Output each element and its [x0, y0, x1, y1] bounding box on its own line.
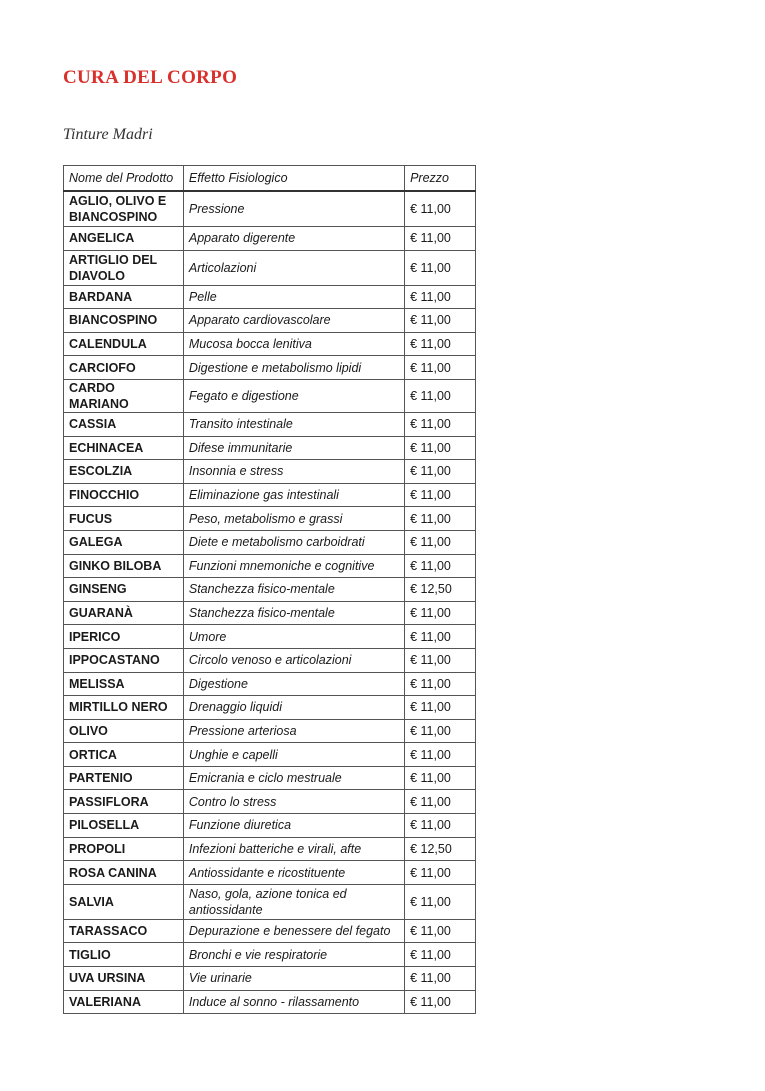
price-cell: € 11,00	[405, 332, 476, 356]
table-row	[64, 648, 476, 672]
table-row	[64, 554, 476, 578]
price-cell: € 11,00	[405, 814, 476, 838]
effect-cell: Diete e metabolismo carboidrati	[183, 530, 404, 554]
price-cell: € 11,00	[405, 719, 476, 743]
table-row	[64, 379, 476, 412]
price-cell: € 11,00	[405, 943, 476, 967]
effect-cell: Circolo venoso e articolazioni	[183, 648, 404, 672]
effect-cell: Vie urinarie	[183, 967, 404, 991]
effect-cell: Unghie e capelli	[183, 743, 404, 767]
effect-cell: Mucosa bocca lenitiva	[183, 332, 404, 356]
effect-cell: Funzione diuretica	[183, 814, 404, 838]
effect-cell: Pressione	[183, 191, 404, 227]
effect-cell: Umore	[183, 625, 404, 649]
product-name-cell: PILOSELLA	[64, 814, 184, 838]
price-cell: € 11,00	[405, 766, 476, 790]
table-header-row	[64, 166, 476, 192]
effect-cell: Eliminazione gas intestinali	[183, 483, 404, 507]
product-name-cell: BIANCOSPINO	[64, 309, 184, 333]
section-subtitle: Tinture Madri	[63, 126, 153, 143]
table-row	[64, 227, 476, 251]
header-product-name: Nome del Prodotto	[64, 166, 184, 192]
price-cell: € 11,00	[405, 356, 476, 380]
table-row	[64, 766, 476, 790]
product-name-cell: MIRTILLO NERO	[64, 696, 184, 720]
price-cell: € 11,00	[405, 530, 476, 554]
price-cell: € 12,50	[405, 578, 476, 602]
product-name-cell: GINKO BILOBA	[64, 554, 184, 578]
product-name-cell: CALENDULA	[64, 332, 184, 356]
price-cell: € 11,00	[405, 861, 476, 885]
effect-cell: Apparato cardiovascolare	[183, 309, 404, 333]
header-price: Prezzo	[405, 166, 476, 192]
price-cell: € 11,00	[405, 554, 476, 578]
price-cell: € 11,00	[405, 227, 476, 251]
product-name-cell: TARASSACO	[64, 919, 184, 943]
product-name-cell: AGLIO, OLIVO E BIANCOSPINO	[64, 191, 184, 227]
effect-cell: Stanchezza fisico-mentale	[183, 601, 404, 625]
table-row	[64, 861, 476, 885]
table-row	[64, 309, 476, 333]
effect-cell: Transito intestinale	[183, 412, 404, 436]
price-cell: € 11,00	[405, 460, 476, 484]
price-cell: € 11,00	[405, 601, 476, 625]
product-name-cell: PROPOLI	[64, 837, 184, 861]
effect-cell: Bronchi e vie respiratorie	[183, 943, 404, 967]
price-cell: € 11,00	[405, 696, 476, 720]
effect-cell: Digestione e metabolismo lipidi	[183, 356, 404, 380]
price-cell: € 11,00	[405, 648, 476, 672]
price-cell: € 11,00	[405, 250, 476, 285]
table-row	[64, 990, 476, 1014]
product-name-cell: PASSIFLORA	[64, 790, 184, 814]
effect-cell: Pressione arteriosa	[183, 719, 404, 743]
product-name-cell: SALVIA	[64, 884, 184, 919]
table-row	[64, 814, 476, 838]
product-name-cell: BARDANA	[64, 285, 184, 309]
effect-cell: Emicrania e ciclo mestruale	[183, 766, 404, 790]
price-cell: € 11,00	[405, 884, 476, 919]
effect-cell: Pelle	[183, 285, 404, 309]
table-row	[64, 578, 476, 602]
product-name-cell: IPPOCASTANO	[64, 648, 184, 672]
price-cell: € 11,00	[405, 743, 476, 767]
product-name-cell: ROSA CANINA	[64, 861, 184, 885]
product-name-cell: OLIVO	[64, 719, 184, 743]
product-name-cell: FUCUS	[64, 507, 184, 531]
table-row	[64, 507, 476, 531]
table-row	[64, 530, 476, 554]
product-name-cell: ECHINACEA	[64, 436, 184, 460]
effect-cell: Difese immunitarie	[183, 436, 404, 460]
product-table	[63, 165, 476, 1014]
product-name-cell: GALEGA	[64, 530, 184, 554]
effect-cell: Insonnia e stress	[183, 460, 404, 484]
product-name-cell: IPERICO	[64, 625, 184, 649]
price-cell: € 11,00	[405, 412, 476, 436]
table-row	[64, 332, 476, 356]
product-name-cell: GINSENG	[64, 578, 184, 602]
table-row	[64, 601, 476, 625]
price-cell: € 11,00	[405, 507, 476, 531]
price-cell: € 11,00	[405, 919, 476, 943]
effect-cell: Infezioni batteriche e virali, afte	[183, 837, 404, 861]
effect-cell: Stanchezza fisico-mentale	[183, 578, 404, 602]
effect-cell: Depurazione e benessere del fegato	[183, 919, 404, 943]
price-cell: € 11,00	[405, 285, 476, 309]
product-name-cell: UVA URSINA	[64, 967, 184, 991]
price-cell: € 12,50	[405, 837, 476, 861]
effect-cell: Peso, metabolismo e grassi	[183, 507, 404, 531]
effect-cell: Contro lo stress	[183, 790, 404, 814]
product-name-cell: ORTICA	[64, 743, 184, 767]
price-cell: € 11,00	[405, 790, 476, 814]
table-row	[64, 250, 476, 285]
product-name-cell: ANGELICA	[64, 227, 184, 251]
effect-cell: Fegato e digestione	[183, 379, 404, 412]
product-name-cell: VALERIANA	[64, 990, 184, 1014]
product-name-cell: GUARANÀ	[64, 601, 184, 625]
table-row	[64, 790, 476, 814]
price-cell: € 11,00	[405, 967, 476, 991]
table-row	[64, 719, 476, 743]
effect-cell: Digestione	[183, 672, 404, 696]
price-cell: € 11,00	[405, 625, 476, 649]
table-row	[64, 356, 476, 380]
effect-cell: Induce al sonno - rilassamento	[183, 990, 404, 1014]
table-row	[64, 460, 476, 484]
effect-cell: Funzioni mnemoniche e cognitive	[183, 554, 404, 578]
product-name-cell: ARTIGLIO DEL DIAVOLO	[64, 250, 184, 285]
effect-cell: Drenaggio liquidi	[183, 696, 404, 720]
effect-cell: Naso, gola, azione tonica ed antiossidante	[183, 884, 404, 919]
table-row	[64, 967, 476, 991]
price-cell: € 11,00	[405, 672, 476, 696]
product-name-cell: TIGLIO	[64, 943, 184, 967]
table-row	[64, 483, 476, 507]
table-row	[64, 285, 476, 309]
product-name-cell: CARDO MARIANO	[64, 379, 184, 412]
product-name-cell: PARTENIO	[64, 766, 184, 790]
product-name-cell: MELISSA	[64, 672, 184, 696]
page-title: CURA DEL CORPO	[63, 67, 238, 88]
product-name-cell: CASSIA	[64, 412, 184, 436]
table-row	[64, 837, 476, 861]
table-row	[64, 672, 476, 696]
price-cell: € 11,00	[405, 483, 476, 507]
effect-cell: Antiossidante e ricostituente	[183, 861, 404, 885]
table-row	[64, 436, 476, 460]
table-row	[64, 191, 476, 227]
product-name-cell: CARCIOFO	[64, 356, 184, 380]
table-row	[64, 943, 476, 967]
price-cell: € 11,00	[405, 191, 476, 227]
header-effect: Effetto Fisiologico	[183, 166, 404, 192]
product-name-cell: ESCOLZIA	[64, 460, 184, 484]
product-name-cell: FINOCCHIO	[64, 483, 184, 507]
table-row	[64, 884, 476, 919]
table-row	[64, 919, 476, 943]
table-row	[64, 696, 476, 720]
effect-cell: Articolazioni	[183, 250, 404, 285]
price-cell: € 11,00	[405, 436, 476, 460]
table-row	[64, 412, 476, 436]
price-cell: € 11,00	[405, 379, 476, 412]
table-row	[64, 625, 476, 649]
table-row	[64, 743, 476, 767]
table-body	[64, 191, 476, 1014]
price-cell: € 11,00	[405, 990, 476, 1014]
effect-cell: Apparato digerente	[183, 227, 404, 251]
price-cell: € 11,00	[405, 309, 476, 333]
